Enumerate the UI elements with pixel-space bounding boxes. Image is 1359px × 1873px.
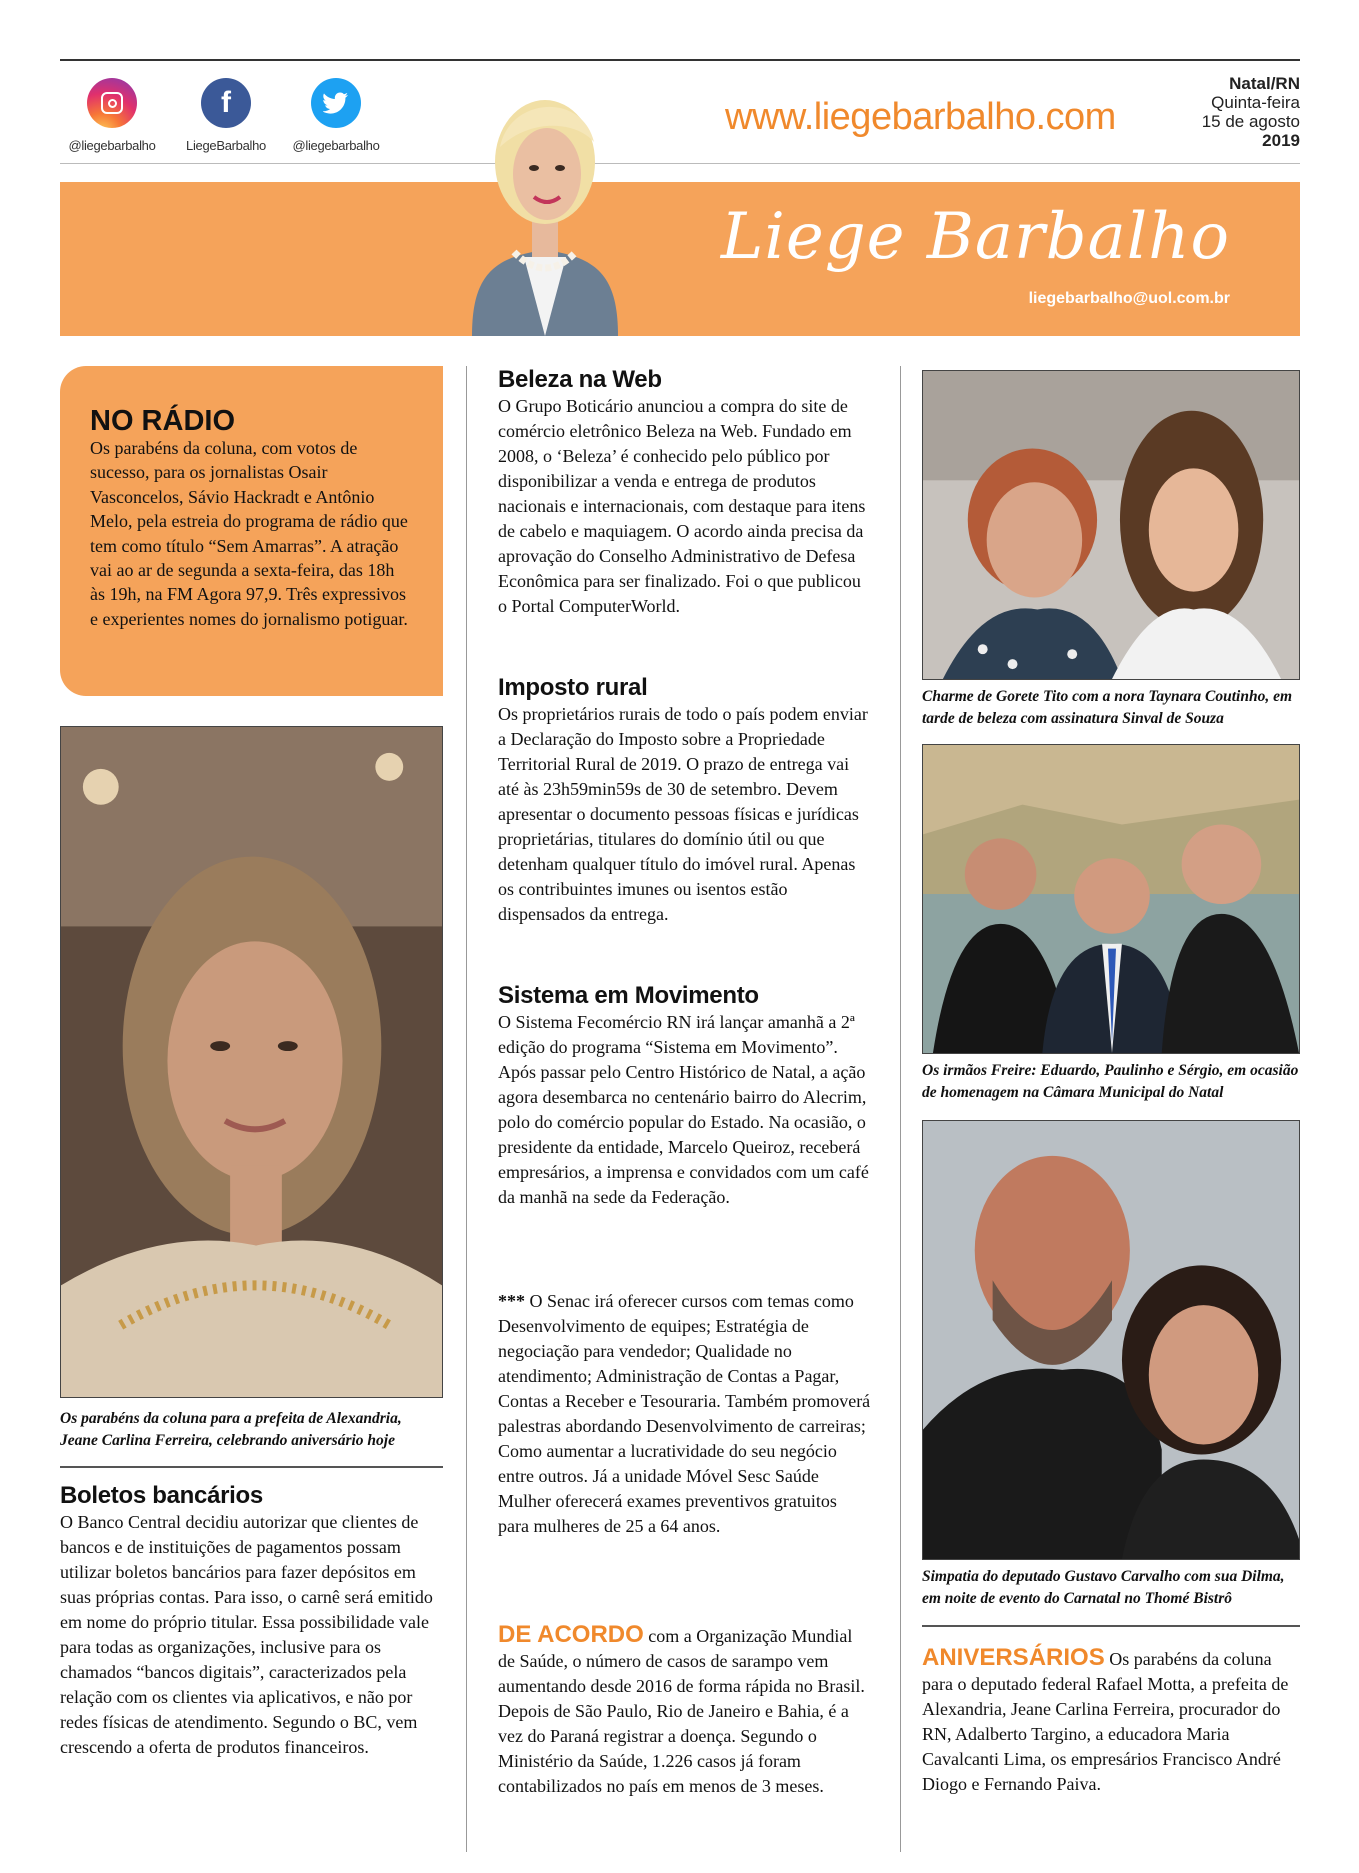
sistema-text: O Sistema Fecomércio RN irá lançar amanhã a 2ª edição do programa “Sistema em Movimento”. Após passar pelo Centro Histórico de Natal, a ação agora desembarca no centenário bairro do Alecrim, polo do comércio popular do Estado. Na ocasião, o presidente da entidade, Marcelo Queiroz, receberá empresários, a imprensa e convidados com um café da manhã na sede da Federação. <box>498 1012 869 1207</box>
year: 2019 <box>1262 131 1300 150</box>
column-divider-2 <box>900 366 901 1852</box>
columnist-name: Liege Barbalho <box>720 200 1230 274</box>
website-link[interactable]: www.liegebarbalho.com <box>725 96 1116 138</box>
article-acordo <box>498 1622 872 1799</box>
beleza-text: O Grupo Boticário anunciou a compra do site de comércio eletrônico Beleza na Web. Fundado em 2008, o ‘Beleza’ é conhecido pelo público por disponibilizar a venda e entrega de produtos nacionais e internacionais, com destaque para itens de cabelo e maquiagem. O acordo ainda precisa da aprovação do Conselho Administrativo de Defesa Econômica para ser finalizado. Foi o que publicou o Portal ComputerWorld. <box>498 396 866 616</box>
radio-title: NO RÁDIO <box>90 405 235 437</box>
facebook-handle: LiegeBarbalho <box>186 138 266 153</box>
article-aniversarios <box>922 1645 1300 1797</box>
acordo-lead: DE ACORDO <box>498 1621 644 1648</box>
photo-prefeita <box>60 726 443 1398</box>
caption-irmaos-freire: Os irmãos Freire: Eduardo, Paulinho e Sérgio, em ocasião de homenagem na Câmara Municipal do Natal <box>922 1062 1299 1101</box>
columnist-email[interactable]: liegebarbalho@uol.com.br <box>1028 290 1230 307</box>
senac-paragraph <box>498 1289 872 1539</box>
twitter-icon <box>311 78 361 128</box>
imposto-text: Os proprietários rurais de todo o país podem enviar a Declaração do Imposto sobre a Propriedade Territorial Rural de 2019. O prazo de entrega vai até às 23h59min59s de 30 de setembro. Devem apresentar o documento pessoas físicas e jurídicas proprietárias, titulares do domínio útil ou que detenham qualquer título do imóvel rural. Apenas os contribuintes imunes ou isentos estão dispensados da entrega. <box>498 704 868 924</box>
boletos-title: Boletos bancários <box>60 1482 263 1509</box>
facebook-icon: f <box>201 78 251 128</box>
article-sistema <box>498 982 872 1210</box>
city: Natal/RN <box>1229 74 1300 93</box>
article-imposto <box>498 674 872 927</box>
beleza-title: Beleza na Web <box>498 366 662 393</box>
twitter-handle: @liegebarbalho <box>292 138 380 153</box>
sistema-title: Sistema em Movimento <box>498 982 759 1009</box>
instagram-link[interactable] <box>52 78 172 153</box>
divider <box>60 1466 443 1468</box>
aniversarios-paragraph <box>922 1645 1300 1797</box>
senac-text: O Senac irá oferecer cursos com temas como Desenvolvimento de equipes; Estratégia de negociação para vendedor; Qualidade no atendimento; Administração de Contas a Pagar, Contas a Receber e Tesouraria. Também promoverá palestras abordando Desenvolvimento de carreiras; Como aumentar a lucratividade do seu negócio entre outros. Já a unidade Móvel Sesc Saúde Mulher oferecerá exames preventivos gratuitos para mulheres de 25 a 64 anos. <box>498 1291 871 1536</box>
instagram-icon <box>87 78 137 128</box>
photo-gorete-tito <box>922 370 1300 680</box>
facebook-link[interactable] <box>166 78 286 153</box>
imposto-title: Imposto rural <box>498 674 648 701</box>
column-divider-1 <box>466 366 467 1852</box>
boletos-text: O Banco Central decidiu autorizar que clientes de bancos e de instituições de pagamentos possam utilizar boletos bancários para fazer depósitos em suas próprias contas. Para isso, o carnê será emitido em nome do próprio titular. Essa possibilidade vale para todas as organizações, inclusive para os chamados “bancos digitais”, caracterizados pela relação com os clientes via aplicativos, e não por redes físicas de atendimento. Segundo o BC, vem crescendo a oferta de produtos financeiros. <box>60 1512 433 1757</box>
article-beleza <box>498 366 872 619</box>
header-divider <box>60 163 1300 164</box>
aniversarios-lead: ANIVERSÁRIOS <box>922 1644 1105 1671</box>
acordo-text: com a Organização Mundial de Saúde, o número de casos de sarampo vem aumentando desde 2016 de forma rápida no Brasil. Depois de São Paulo, Rio de Janeiro e Bahia, é a vez do Paraná registrar a doença. Segundo o Ministério da Saúde, 1.226 casos já foram contabilizados no país em menos de 3 meses. <box>498 1626 865 1796</box>
date: 15 de agosto <box>1201 112 1300 131</box>
caption-prefeita: Os parabéns da coluna para a prefeita de Alexandria, Jeane Carlina Ferreira, celebrando aniversário hoje <box>60 1410 402 1449</box>
columnist-banner <box>60 182 1300 336</box>
aniversarios-text: Os parabéns da coluna para o deputado federal Rafael Motta, a prefeita de Alexandria, Jeane Carlina Ferreira, procurador do RN, Adalberto Targino, a educadora Maria Cavalcanti Lima, os empresários Francisco André Diogo e Fernando Paiva. <box>922 1649 1289 1794</box>
weekday: Quinta-feira <box>1211 93 1300 112</box>
radio-box <box>60 366 443 696</box>
twitter-link[interactable] <box>276 78 396 153</box>
caption-gustavo-carvalho: Simpatia do deputado Gustavo Carvalho com sua Dilma, em noite de evento do Carnatal no Thomé Bistrô <box>922 1568 1285 1607</box>
top-rule <box>60 59 1300 61</box>
divider <box>922 1625 1300 1627</box>
acordo-paragraph <box>498 1622 872 1799</box>
photo-irmaos-freire <box>922 744 1300 1054</box>
radio-text: Os parabéns da coluna, com votos de sucesso, para os jornalistas Osair Vasconcelos, Sávio Hackradt e Antônio Melo, pela estreia do programa de rádio que tem como título “Sem Amarras”. A atração vai ao ar de segunda a sexta-feira, das 18h às 19h, na FM Agora 97,9. Três expressivos e experientes nomes do jornalismo potiguar. <box>90 438 408 629</box>
photo-gustavo-carvalho <box>922 1120 1300 1560</box>
article-boletos <box>60 1482 443 1760</box>
instagram-handle: @liegebarbalho <box>68 138 156 153</box>
columnist-portrait <box>452 62 638 336</box>
dateline <box>1202 74 1300 150</box>
caption-gorete-tito: Charme de Gorete Tito com a nora Taynara Coutinho, em tarde de beleza com assinatura Sinval de Souza <box>922 688 1293 727</box>
senac-stars: *** <box>498 1291 525 1311</box>
article-senac <box>498 1289 872 1539</box>
